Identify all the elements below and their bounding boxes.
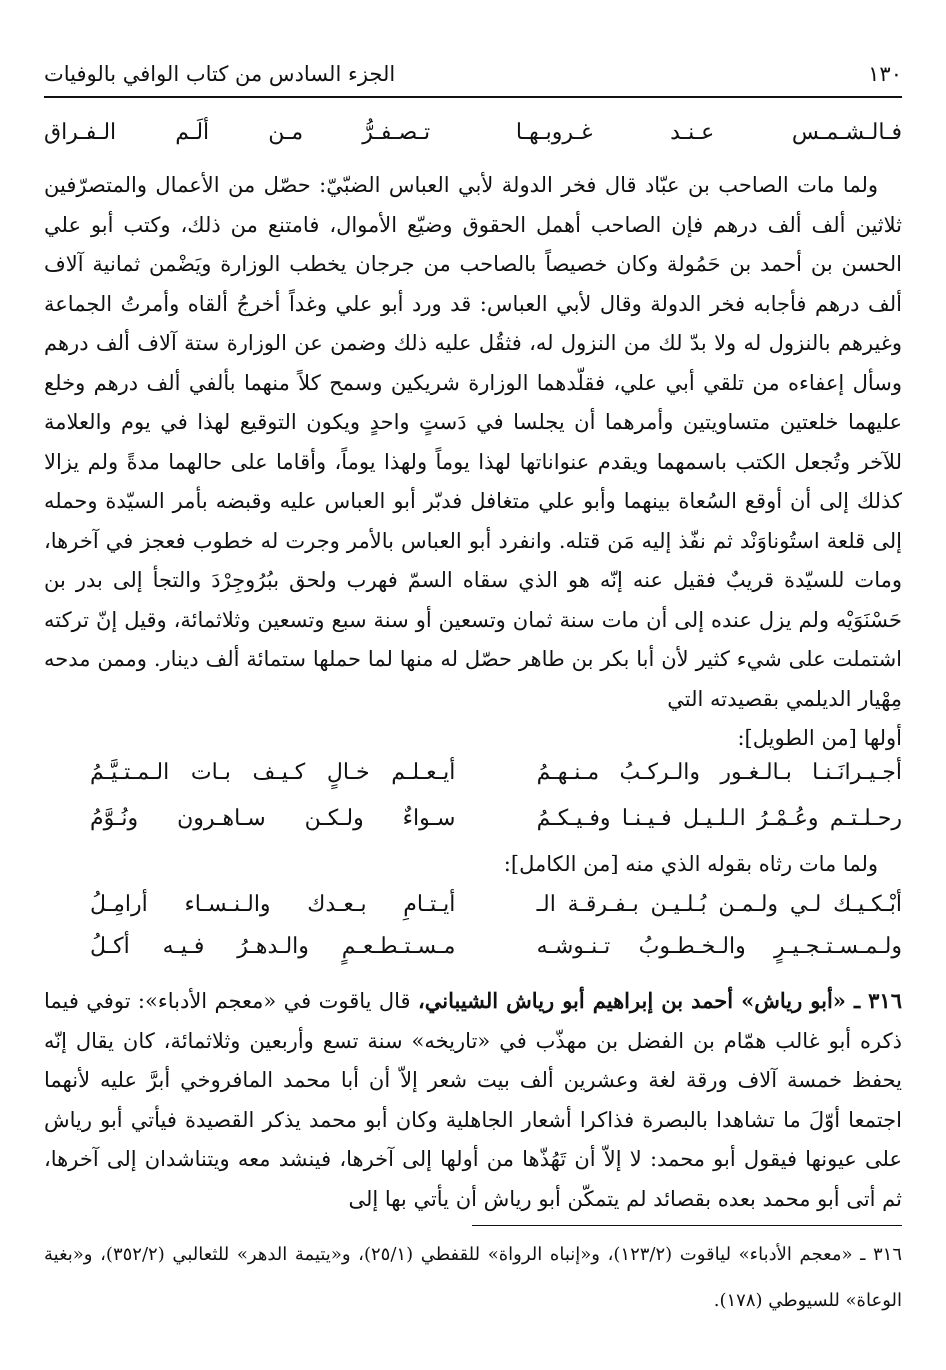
entry-text: قال ياقوت في «معجم الأدباء»: توفي فيما ذكره أبو غالب همّام بن الفضل بن مهذّب في «تاريخه» سنة تسع وأربعين وثلاثمائة، كان يقال إنّه يحفظ خمسة آلاف ورقة لغة وعشرين ألف بيت شعر إلاّ أن أبا محمد المافروخي أبرَّ عليه لأنهما اجتمعا أوّلَ ما تشاهدا بالبصرة فذاكرا أشعار الجاهلية وكان أبو محمد يذكر القصيدة فيأتي أبو رياش على عيونها فيقول أبو محمد: لا إلاّ أن تَهُذّها من أولها إلى آخرها، فينشد معه ويتناشدان إلى آخرها، ثم أتى أبو محمد بعده بقصائد لم يتمكّن أبو رياش أن يأتي بها إلى — [44, 989, 902, 1211]
poem2-line-2 — [90, 934, 902, 959]
poem1-line-2 — [90, 806, 902, 831]
verse-first-hemistich: ولـمـسـتـجـيـرٍ والـخـطـوبُ تـنـوشـه — [536, 934, 902, 959]
footnote-divider — [472, 1225, 902, 1226]
verse-first-hemistich: أجـيـرانَـنـا بـالـغـور والـركـبُ مـنـهـمُ — [536, 760, 902, 785]
verse-second-hemistich: سـواءٌ ولـكـن سـاهـرون ونُـوَّمُ — [90, 806, 456, 831]
running-title: الجزء السادس من كتاب الوافي بالوفيات — [44, 62, 396, 86]
verse-second-hemistich: أيـعـلـم خـالٍ كـيـف بـات الـمـتـيَّـمُ — [90, 760, 456, 785]
verse-first-hemistich: أبْـكـيـك لـي ولـمـن بُـلـيـن بـفـرقـة الـ — [536, 892, 902, 917]
page-number: ١٣٠ — [868, 62, 902, 86]
elegy-intro: ولما مات رثاه بقوله الذي منه [من الكامل]: — [503, 852, 878, 876]
verse-second-hemistich: أيـتـامِ بـعـدك والـنـسـاء أرامِـلُ — [90, 892, 456, 917]
page-header — [44, 56, 902, 92]
verse-first-hemistich: فـالـشـمـس عـنـد غـروبـهـا — [515, 120, 902, 145]
entry-body — [44, 981, 902, 1219]
meter-intro: أولها [من الطويل]: — [737, 726, 902, 750]
biography-entry — [44, 981, 902, 1219]
opening-verse — [44, 120, 902, 145]
verse-second-hemistich: تـصـفـرُّ مـن ألَـم الـفـراق — [44, 120, 431, 145]
poem1-line-1 — [90, 760, 902, 785]
footnote: ٣١٦ ـ «معجم الأدباء» لياقوت (١٢٣/٢)، و«إنباه الرواة» للقفطي (٢٥/١)، و«يتيمة الدهر» للثعالبي (٣٥٢/٢)، و«بغية الوعاة» للسيوطي (١٧٨). — [44, 1244, 903, 1311]
poem2-line-1 — [90, 892, 902, 917]
main-paragraph — [44, 166, 902, 759]
header-divider — [44, 96, 902, 98]
paragraph-text: ولما مات الصاحب بن عبّاد قال فخر الدولة لأبي العباس الضبّيّ: حصّل من الأعمال والمتصرّفين ثلاثين ألف ألف درهم فإن الصاحب أهمل الحقوق وضيّع الأموال، فامتنع من ذلك، وكتب أبو علي الحسن بن أحمد بن حَمُولة وكان خصيصاً بالصاحب من جرجان يخطب الوزارة ويَضْمن ثمانية آلاف ألف درهم فأجابه فخر الدولة وقال لأبي العباس: قد ورد أبو علي وغداً أخرجُ ألقاه وأمرتُ الجماعة وغيرهم بالنزول له ولا بدّ لك من النزول له، فثقُل عليه ذلك وضمن عن الوزارة ستة آلاف ألف درهم وسأل إعفاءه من تلقي أبي علي، فقلّدهما الوزارة شريكين وسمح كلاً منهما بألفي ألف درهم وخلع عليهما خلعتين متساويتين وأمرهما أن يجلسا في دَستٍ واحدٍ ويكون التوقيع لهذا في يوم والعلامة للآخر وتُجعل الكتب باسمهما ويقدم عنواناتها لهذا يوماً ولهذا يوماً، وأقاما على حالهما مدةً ولم يزالا كذلك إلى أن أوقع السُعاة بينهما وأبو علي متغافل فدبّر أبو العباس عليه وقبضه بأمر السيّدة وحمله إلى قلعة استُوناوَنْد ثم نفّذ إليه مَن قتله. وانفرد أبو العباس بالأمر وجرت له خطوب فعجز في آخرها، ومات للسيّدة قريبٌ فقيل عنه إنّه هو الذي سقاه السمّ فهرب ولحق ببُرُوجِرْدَ والتجأ إلى بدر بن حَسْنَوَيْه ولم يزل عنده إلى أن مات سنة ثمان وتسعين أو سنة سبع وتسعين وثلاثمائة، وقيل إنّ تركته اشتملت على شيء كثير لأن أبا بكر بن طاهر حصّل له منها لما حملها ستمائة ألف دينار. وممن مدحه مِهْيار الديلمي بقصيدته التي — [44, 173, 902, 711]
verse-first-hemistich: رحـلـتـم وعُـمْـرُ الـلـيـل فـيـنـا وفـيـكـمُ — [536, 806, 902, 831]
verse-second-hemistich: مـسـتـطـعـمٍ والـدهـرُ فـيـه أكـلُ — [90, 934, 456, 959]
entry-heading: ٣١٦ ـ «أبو رياش» أحمد بن إبراهيم أبو رياش الشيباني، — [417, 988, 902, 1013]
